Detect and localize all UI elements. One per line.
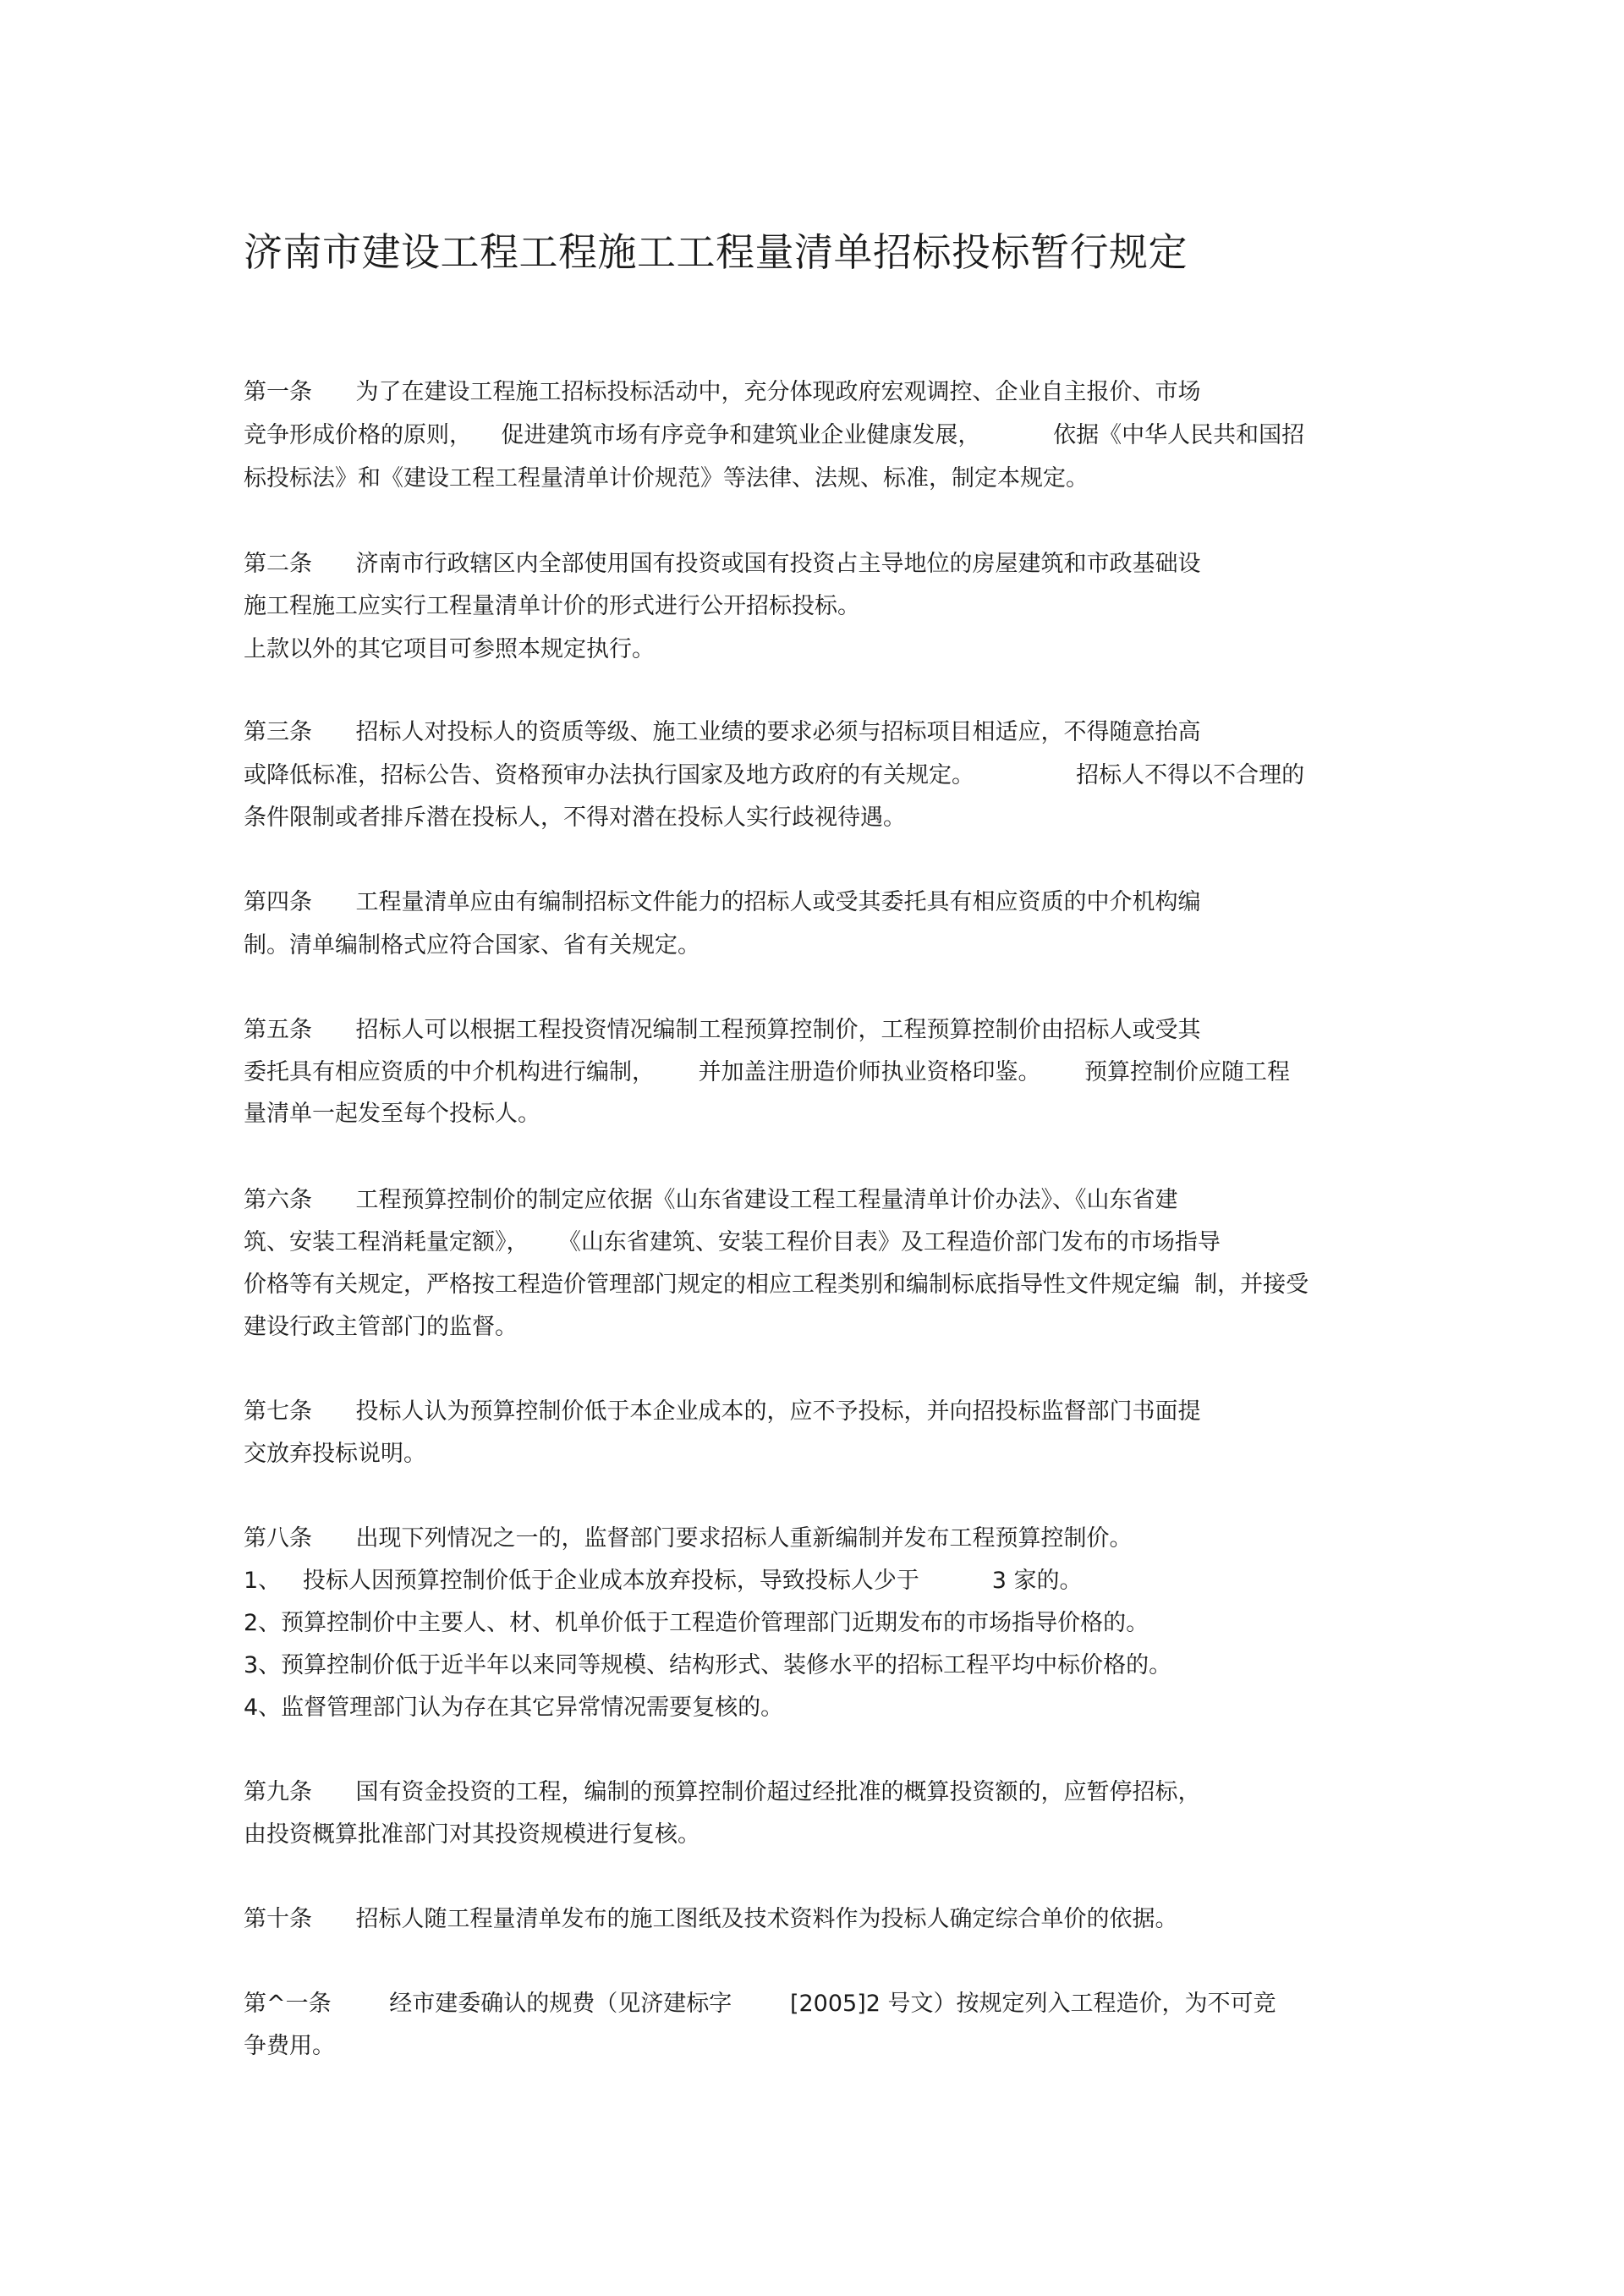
article-1-line-3: 标投标法》和《建设工程工程量清单计价规范》等法律、法规、标准，制定本规定。 — [244, 465, 1089, 492]
article-2-line-1: 第二条 济南市行政辖区内全部使用国有投资或国有投资占主导地位的房屋建筑和市政基础设 — [244, 551, 1201, 577]
article-6-line-4: 建设行政主管部门的监督。 — [244, 1314, 518, 1340]
article-2-line-2: 施工程施工应实行工程量清单计价的形式进行公开招标投标。 — [244, 593, 860, 619]
article-10-line-1: 第十条 招标人随工程量清单发布的施工图纸及技术资料作为投标人确定综合单价的依据。 — [244, 1906, 1178, 1932]
article-5-line-3: 量清单一起发至每个投标人。 — [244, 1101, 540, 1127]
article-9-line-2: 由投资概算批准部门对其投资规模进行复核。 — [244, 1821, 700, 1848]
article-6-line-2: 筑、安装工程消耗量定额》， 《山东省建筑、安装工程价目表》及工程造价部门发布的市场指导 — [244, 1229, 1221, 1255]
article-6-line-1: 第六条 工程预算控制价的制定应依据《山东省建设工程工程量清单计价办法》、《山东省建 — [244, 1187, 1178, 1213]
article-1-line-2: 竞争形成价格的原则， 促进建筑市场有序竞争和建筑业企业健康发展， 依据《中华人民共和国招 — [244, 422, 1305, 448]
article-9-line-1: 第九条 国有资金投资的工程，编制的预算控制价超过经批准的概算投资额的，应暂停招标， — [244, 1779, 1201, 1805]
article-8-item-1: 1、 投标人因预算控制价低于企业成本放弃投标，导致投标人少于 3 家的。 — [244, 1568, 1083, 1594]
article-5-line-2: 委托具有相应资质的中介机构进行编制， 并加盖注册造价师执业资格印鉴。 预算控制价应随工程 — [244, 1059, 1290, 1085]
article-3-line-2: 或降低标准，招标公告、资格预审办法执行国家及地方政府的有关规定。 招标人不得以不合理的 — [244, 762, 1305, 788]
article-11-line-1: 第^一条 经市建委确认的规费（见济建标字 [2005]2 号文）按规定列入工程造价，为不可竞 — [244, 1991, 1276, 2017]
article-7-line-2: 交放弃投标说明。 — [244, 1441, 426, 1467]
article-7-line-1: 第七条 投标人认为预算控制价低于本企业成本的，应不予投标，并向招投标监督部门书面提 — [244, 1398, 1201, 1425]
article-6-line-3: 价格等有关规定，严格按工程造价管理部门规定的相应工程类别和编制标底指导性文件规定编 制，并接受 — [244, 1272, 1309, 1298]
article-3-line-3: 条件限制或者排斥潜在投标人，不得对潜在投标人实行歧视待遇。 — [244, 805, 906, 831]
article-4-line-1: 第四条 工程量清单应由有编制招标文件能力的招标人或受其委托具有相应资质的中介机构编 — [244, 889, 1201, 915]
article-3-line-1: 第三条 招标人对投标人的资质等级、施工业绩的要求必须与招标项目相适应，不得随意抬高 — [244, 719, 1201, 745]
article-1-line-1: 第一条 为了在建设工程施工招标投标活动中，充分体现政府宏观调控、企业自主报价、市场 — [244, 379, 1201, 405]
article-5-line-1: 第五条 招标人可以根据工程投资情况编制工程预算控制价，工程预算控制价由招标人或受其 — [244, 1017, 1201, 1043]
article-8-item-2: 2、预算控制价中主要人、材、机单价低于工程造价管理部门近期发布的市场指导价格的。 — [244, 1610, 1149, 1636]
article-4-line-2: 制。清单编制格式应符合国家、省有关规定。 — [244, 932, 700, 958]
article-11-line-2: 争费用。 — [244, 2033, 335, 2059]
document-title: 济南市建设工程工程施工工程量清单招标投标暂行规定 — [244, 229, 1188, 275]
article-2-line-3: 上款以外的其它项目可参照本规定执行。 — [244, 636, 655, 662]
article-8-item-4: 4、监督管理部门认为存在其它异常情况需要复核的。 — [244, 1695, 784, 1721]
article-8-item-3: 3、预算控制价低于近半年以来同等规模、结构形式、装修水平的招标工程平均中标价格的。 — [244, 1652, 1172, 1678]
article-8-line-1: 第八条 出现下列情况之一的，监督部门要求招标人重新编制并发布工程预算控制价。 — [244, 1525, 1133, 1552]
